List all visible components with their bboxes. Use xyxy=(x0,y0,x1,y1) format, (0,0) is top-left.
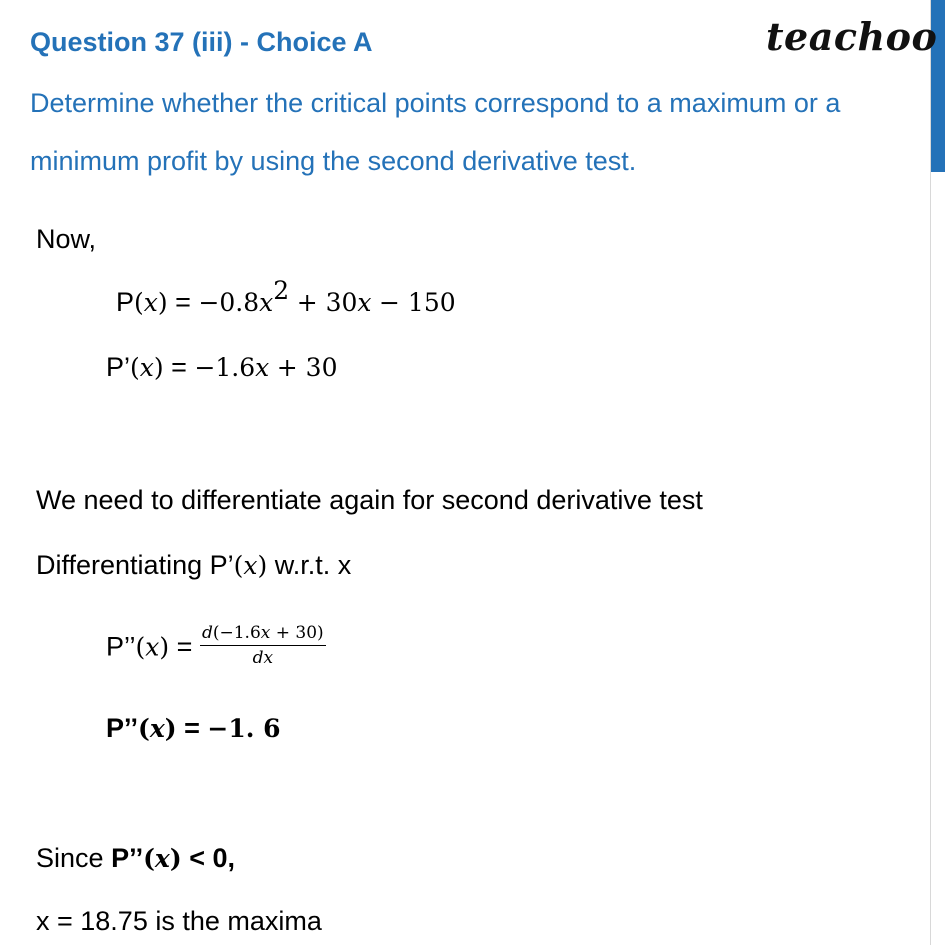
question-text-line-1: Determine whether the critical points correspond to a maximum or a xyxy=(30,88,841,118)
now-label: Now, xyxy=(36,224,97,254)
second-derivative-fraction: P’’(x) = $\frac{d(-1.6x + 30)}{dx}$ xyxy=(106,623,324,668)
differentiating-text: Differentiating P’(x) w.r.t. x xyxy=(36,550,352,580)
second-derivative-result: P’’(x) = −1. 6 xyxy=(106,713,281,743)
need-differentiate-text: We need to differentiate again for second derivative test xyxy=(36,485,703,515)
question-text-line-2: minimum profit by using the second derivative test. xyxy=(30,146,637,176)
first-derivative: P’(x) = −1.6x + 30 xyxy=(106,352,338,382)
since-condition: Since P’’(x) < 0, xyxy=(36,843,235,873)
derivative-fraction: $\frac{d(-1.6x + 30)}{dx}$ xyxy=(201,623,324,668)
question-title: Question 37 (iii) - Choice A xyxy=(30,27,373,57)
profit-function: $P(x) = -0.8x^2 + 30x - 150$ xyxy=(116,276,456,317)
conclusion-text: x = 18.75 is the maxima xyxy=(36,906,322,936)
teachoo-logo: teachoo xyxy=(766,14,938,59)
